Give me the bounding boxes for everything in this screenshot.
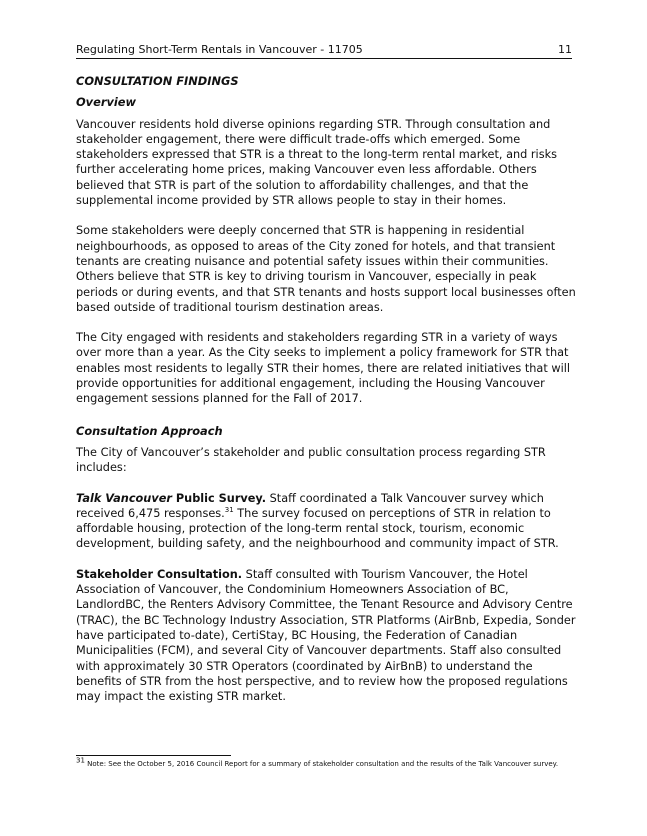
body-content	[76, 74, 576, 719]
stakeholder-lead: Stakeholder Consultation.	[76, 567, 243, 581]
overview-paragraph-1: Vancouver residents hold diverse opinions regarding STR. Through consultation and stakeholder engagement, there were difficult trade-offs which emerged. Some stakeholders expressed that STR is a threat to the long-term rental market, and risks further accelerating home prices, making Vancouver even less affordable. Others believed that STR is part of the solution to affordability challenges, and that the supplemental income provided by STR allows people to stay in their homes.	[76, 117, 558, 208]
footnote	[76, 756, 576, 769]
approach-intro: The City of Vancouver’s stakeholder and public consultation process regarding STR includes:	[76, 445, 546, 475]
running-header	[76, 41, 572, 56]
survey-lead-italic: Talk Vancouver	[76, 491, 172, 505]
survey-text-2: The survey focused on perceptions of STR in relation to affordable housing, protection of the long-term rental stock, tourism, economic development, building safety, and the neighbourhood and community impact of STR.	[76, 506, 559, 551]
survey-lead-rest: Public Survey.	[171, 491, 267, 505]
survey-paragraph	[76, 491, 576, 552]
section-title: CONSULTATION FINDINGS	[76, 74, 239, 88]
page-number: 11	[558, 43, 572, 56]
stakeholder-text: Staff consulted with Tourism Vancouver, the Hotel Association of Vancouver, the Condominium Homeowners Association of BC, LandlordBC, the Renters Advisory Committee, the Tenant Resource and Advisory Centre (TRAC), the BC Technology Industry Association, STR Platforms (AirBnb, Expedia, Sonder have participated to-date), CertiStay, BC Housing, the Federation of Canadian Municipalities (FCM), and several City of Vancouver departments. Staff also consulted with approximately 30 STR Operators (coordinated by AirBnB) to understand the benefits of STR from the host perspective, and to review how the proposed regulations may impact the existing STR market.	[76, 567, 576, 704]
header-title: Regulating Short-Term Rentals in Vancouver - 11705	[76, 43, 363, 56]
footnote-number: 31	[76, 756, 85, 765]
stakeholder-paragraph	[76, 567, 576, 705]
overview-paragraph-3: The City engaged with residents and stakeholders regarding STR in a variety of ways over more than a year. As the City seeks to implement a policy framework for STR that enables most residents to legally STR their homes, there are related initiatives that will provide opportunities for additional engagement, including the Housing Vancouver engagement sessions planned for the Fall of 2017.	[76, 331, 571, 406]
footnote-rule	[76, 755, 231, 756]
footnote-reference[interactable]: 31	[224, 506, 234, 515]
overview-heading: Overview	[76, 95, 137, 110]
overview-paragraph-2: Some stakeholders were deeply concerned that STR is happening in residential neighbourhoods, as opposed to areas of the City zoned for hotels, and that transient tenants are creating nuisance and potential safety issues within their communities. Others believe that STR is key to driving tourism in Vancouver, especially in peak periods or during events, and that STR tenants and hosts support local businesses often based outside of traditional tourism destination areas.	[76, 224, 576, 314]
approach-heading: Consultation Approach	[76, 423, 223, 438]
footnote-text: Note: See the October 5, 2016 Council Report for a summary of stakeholder consultation and the results of the Talk Vancouver survey.	[84, 760, 559, 768]
header-rule	[76, 58, 572, 59]
survey-text-1: Staff coordinated a Talk Vancouver survey which received 6,475 responses.	[76, 491, 544, 520]
